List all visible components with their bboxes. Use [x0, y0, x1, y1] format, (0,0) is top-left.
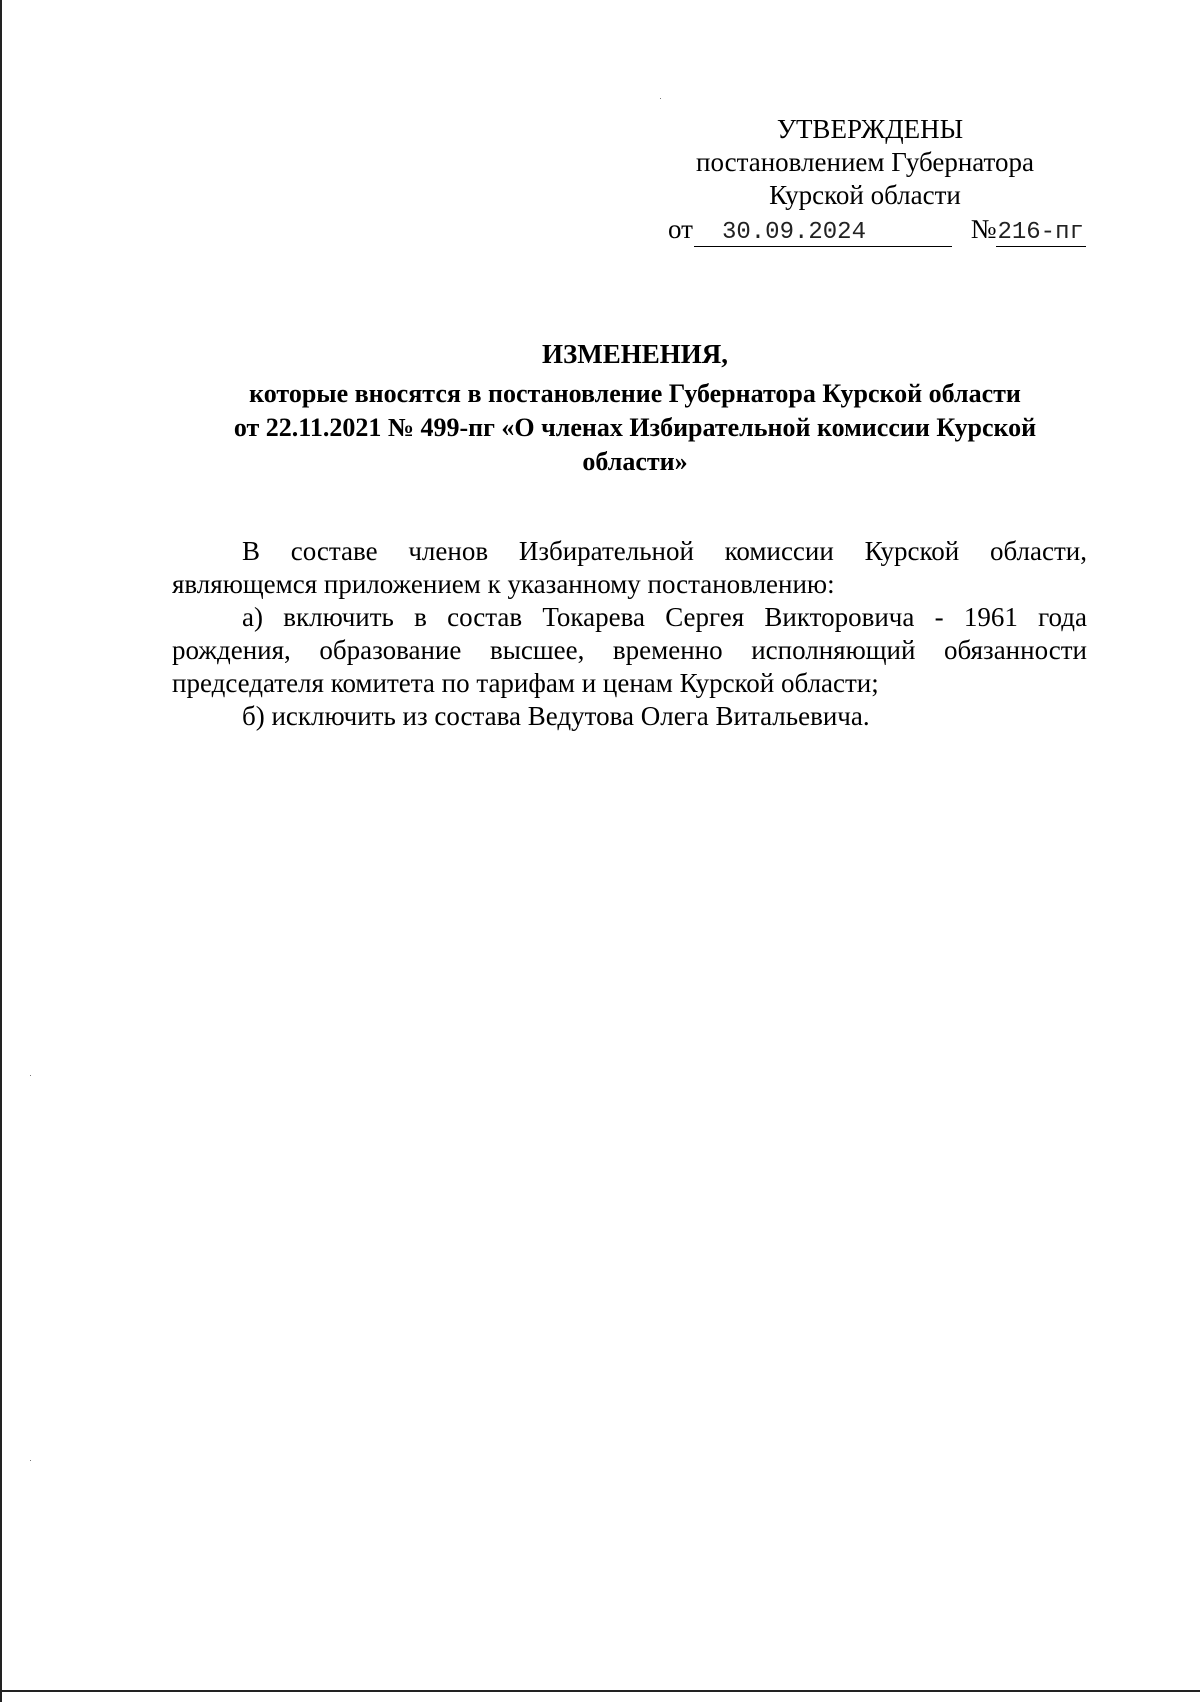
decree-date: 30.09.2024 [694, 219, 952, 247]
body-intro: В составе членов Избирательной комиссии Курской области, являющемся приложением к указанному постановлению: [172, 536, 1087, 599]
approval-date-row [668, 213, 1086, 247]
document-heading [150, 337, 1120, 479]
approval-line-1: постановлением Губернатора [696, 147, 1034, 177]
document-body [172, 535, 1087, 733]
scan-speck [30, 1075, 31, 1076]
heading-title: ИЗМЕНЕНИЯ, [541, 339, 728, 369]
date-prefix: от [668, 214, 693, 244]
body-item-b: б) исключить из состава Ведутова Олега Витальевича. [242, 701, 870, 731]
scan-speck [30, 1460, 31, 1461]
scan-speck [660, 98, 661, 99]
approval-title: УТВЕРЖДЕНЫ [776, 114, 964, 144]
approval-line-2: Курской области [769, 180, 961, 210]
number-sign: № [970, 214, 997, 244]
decree-number: 216-пг [997, 219, 1084, 246]
heading-line-1: которые вносятся в постановление Губернатора Курской области [249, 379, 1021, 408]
body-item-a: а) включить в состав Токарева Сергея Викторовича - 1961 года рождения, образование высшее, временно исполняющий обязанности председателя комитета по тарифам и ценам Курской области; [172, 602, 1087, 698]
approval-block [660, 113, 1070, 212]
heading-line-3: области» [582, 447, 688, 476]
scan-edge-bottom [0, 1690, 1200, 1692]
heading-line-2: от 22.11.2021 № 499-пг «О членах Избирательной комиссии Курской [233, 413, 1037, 442]
scan-edge-left [0, 0, 2, 1702]
